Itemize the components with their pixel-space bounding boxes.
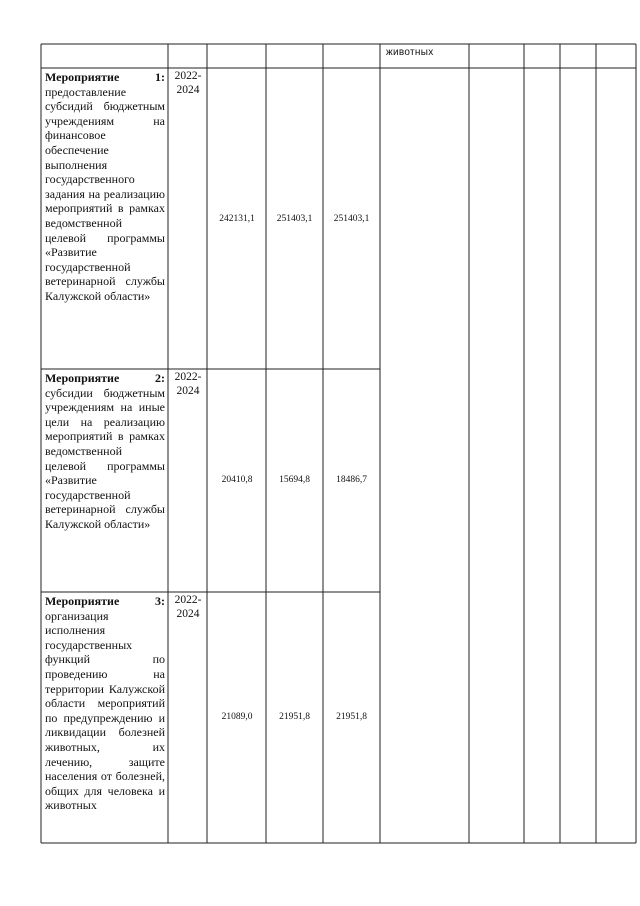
measure-3-period: 2022-2024: [174, 594, 202, 620]
measure-1-value-2022: 242131,1: [219, 214, 255, 224]
measure-3-value-2023: 21951,8: [279, 712, 310, 722]
header-continuation-text: животных: [386, 47, 434, 58]
measure-2-description: [45, 371, 165, 532]
measure-3-description: [45, 594, 165, 813]
measure-3-value-2022: 21089,0: [221, 712, 253, 722]
measure-2-period: 2022-2024: [174, 371, 202, 397]
measure-1-text: предоставление субсидий бюджетным учреждениям на финансовое обеспечение выполнения государственного задания на реализацию мероприятий в рамках ведомственной целевой программы «Развитие государственной ветеринарной службы Калужской области»: [45, 84, 165, 303]
measure-1-value-2024: 251403,1: [333, 214, 370, 224]
measure-1-title: Мероприятие 1:: [45, 70, 165, 84]
measure-1-period: 2022-2024: [174, 70, 202, 96]
measure-3-title: Мероприятие 3:: [45, 594, 165, 608]
measure-2-text: субсидии бюджетным учреждениям на иные цели на реализацию мероприятий в рамках ведомственной целевой программы «Развитие государственной ветеринарной службы Калужской области»: [45, 385, 165, 531]
measure-2-value-2023: 15694,8: [279, 475, 310, 485]
measure-2-value-2024: 18486,7: [336, 475, 367, 485]
measure-3-value-2024: 21951,8: [336, 712, 367, 722]
measure-3-text: организация исполнения государственных функций по проведению на территории Калужской области мероприятий по предупреждению и ликвидации болезней животных, их лечению, защите населения от болезней, общих для человека и животных: [45, 608, 165, 813]
measure-2-value-2022: 20410,8: [221, 475, 253, 485]
measure-2-title: Мероприятие 2:: [45, 371, 165, 385]
measure-1-value-2023: 251403,1: [276, 214, 313, 224]
measure-1-description: [45, 70, 165, 304]
